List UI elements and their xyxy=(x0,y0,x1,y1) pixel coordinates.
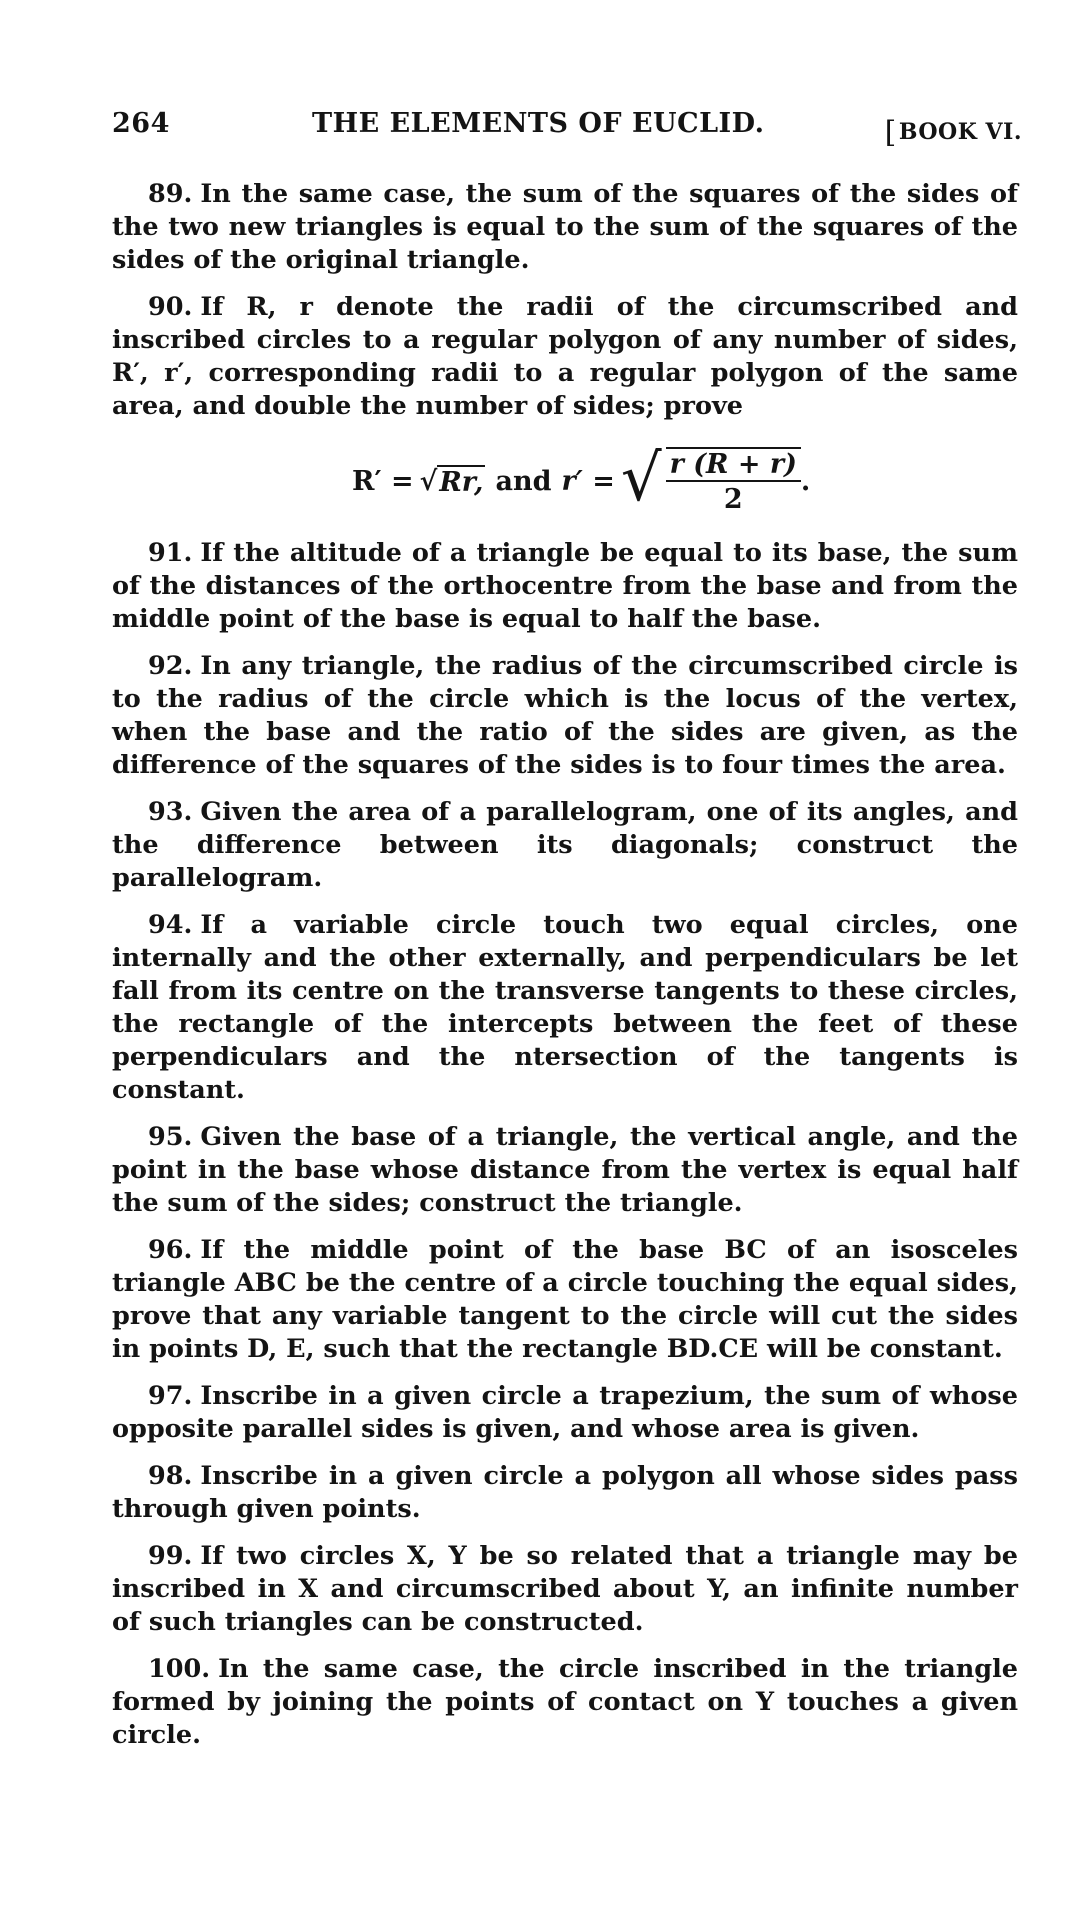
book-text: BOOK VI. xyxy=(898,119,1022,145)
sqrt-sign-large: √ xyxy=(620,442,662,516)
page-number: 264 xyxy=(112,108,170,139)
formula-period: . xyxy=(800,465,811,497)
problem-100 xyxy=(112,1653,1018,1752)
problem-number: 91. xyxy=(148,538,193,568)
problem-text: Given the base of a triangle, the vertical angle, and the point in the base whose distance from the vertex is equal half the sum of the sides; construct the triangle. xyxy=(112,1122,1018,1218)
formula-lhs2: r′ = xyxy=(561,465,615,497)
problem-text: If two circles X, Y be so related that a triangle may be inscribed in X and circumscribed about Y, an infinite number of such triangles can be constructed. xyxy=(112,1541,1018,1637)
problem-96 xyxy=(112,1234,1018,1366)
problem-text: In the same case, the sum of the squares of the sides of the two new triangles is equal to the sum of the squares of the sides of the original triangle. xyxy=(112,179,1018,275)
formula-radicand: Rr, xyxy=(439,466,484,498)
problem-number: 97. xyxy=(148,1381,193,1411)
problem-number: 94. xyxy=(148,910,193,940)
problem-99 xyxy=(112,1540,1018,1639)
problem-number: 96. xyxy=(148,1235,193,1265)
running-title: THE ELEMENTS OF EUCLID. xyxy=(312,108,765,139)
problem-91 xyxy=(112,537,1018,636)
problem-number: 90. xyxy=(148,292,193,322)
formula-block xyxy=(112,437,1018,521)
problem-number: 89. xyxy=(148,179,193,209)
problem-text: If a variable circle touch two equal circles, one internally and the other externally, and perpendiculars be let fall from its centre on the transverse tangents to these circles, the rectangle of the intercepts between the feet of these perpendiculars and the ntersection of the tangents is constant. xyxy=(112,910,1018,1105)
problem-text: If the middle point of the base BC of an isosceles triangle ABC be the centre of a circle touching the equal sides, prove that any variable tangent to the circle will cut the sides in points D, E, such that the rectangle BD.CE will be constant. xyxy=(112,1235,1018,1364)
problem-97 xyxy=(112,1380,1018,1446)
problem-number: 95. xyxy=(148,1122,193,1152)
running-header xyxy=(112,108,1022,148)
fraction xyxy=(666,447,801,515)
problem-number: 93. xyxy=(148,797,193,827)
problem-text: If R, r denote the radii of the circumscribed and inscribed circles to a regular polygon of any number of sides, R′, r′, corresponding radii to a regular polygon of the same area, and double the number of sides; prove xyxy=(112,292,1018,421)
problem-92 xyxy=(112,650,1018,782)
problem-95 xyxy=(112,1121,1018,1220)
problem-text: Inscribe in a given circle a polygon all whose sides pass through given points. xyxy=(112,1461,1018,1524)
problem-number: 98. xyxy=(148,1461,193,1491)
problem-text: In the same case, the circle inscribed in the triangle formed by joining the points of contact on Y touches a given circle. xyxy=(112,1654,1018,1750)
formula xyxy=(352,442,811,516)
problem-text: In any triangle, the radius of the circumscribed circle is to the radius of the circle which is the locus of the vertex, when the base and the ratio of the sides are given, as the difference of the squares of the sides is to four times the area. xyxy=(112,651,1018,780)
problem-number: 100. xyxy=(148,1654,211,1684)
problem-98 xyxy=(112,1460,1018,1526)
formula-connector: and xyxy=(495,465,552,497)
book-label xyxy=(884,112,1022,150)
fraction-denominator: 2 xyxy=(723,484,743,515)
bracket: [ xyxy=(884,115,897,150)
sqrt-sign: √ xyxy=(419,465,438,497)
formula-lhs1: R′ = xyxy=(352,465,414,497)
page-body xyxy=(112,178,1018,1766)
problem-text: If the altitude of a triangle be equal to its base, the sum of the distances of the orthocentre from the base and from the middle point of the base is equal to half the base. xyxy=(112,538,1018,634)
problem-94 xyxy=(112,909,1018,1107)
problem-number: 92. xyxy=(148,651,193,681)
problem-number: 99. xyxy=(148,1541,193,1571)
problem-93 xyxy=(112,796,1018,895)
problem-89 xyxy=(112,178,1018,277)
problem-90 xyxy=(112,291,1018,423)
problem-text: Given the area of a parallelogram, one of its angles, and the difference between its diagonals; construct the parallelogram. xyxy=(112,797,1018,893)
fraction-numerator: r (R + r) xyxy=(666,447,801,482)
problem-text: Inscribe in a given circle a trapezium, the sum of whose opposite parallel sides is given, and whose area is given. xyxy=(112,1381,1018,1444)
